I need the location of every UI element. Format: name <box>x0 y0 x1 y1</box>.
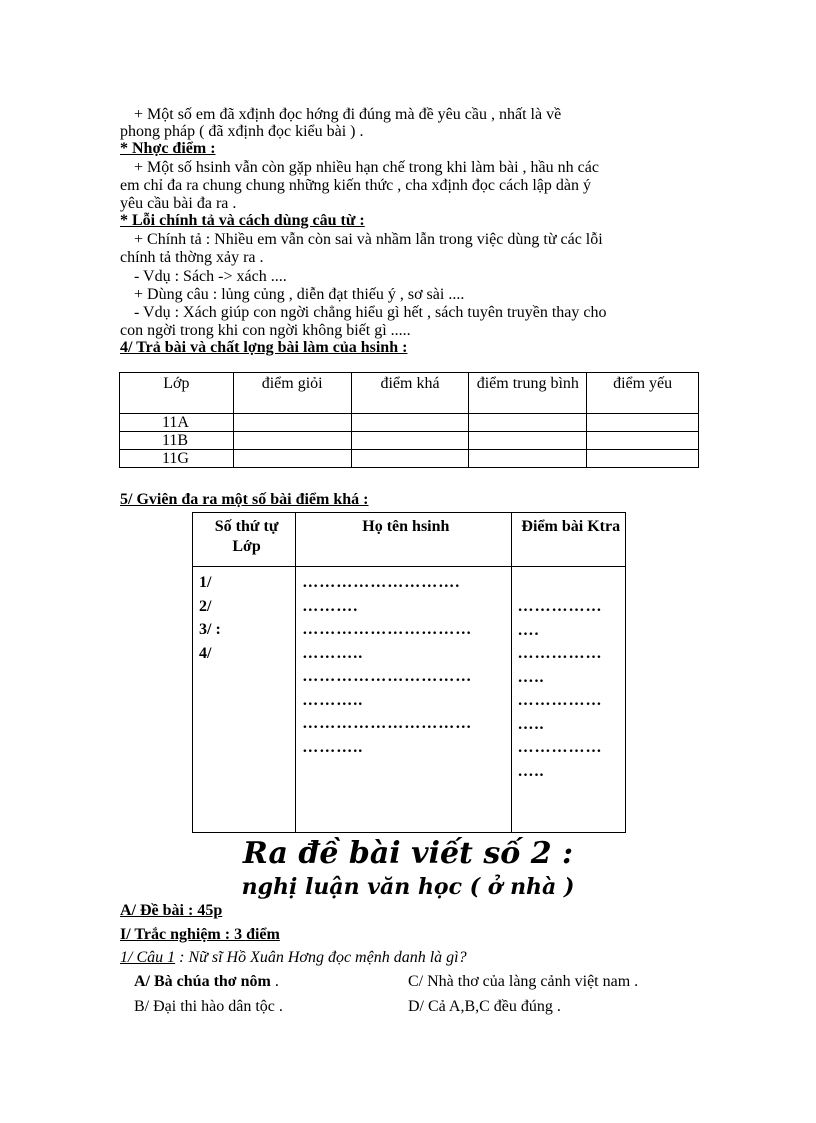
class-cell: 11B <box>120 432 234 450</box>
question-1 <box>120 949 467 967</box>
weakness-line-2: em chỉ đa ra chung chung những kiến thức , cha xđịnh đọc cách lập dàn ý <box>120 177 591 194</box>
col-header-good: điểm khá <box>351 373 469 414</box>
name-dots-8: ……….. <box>302 738 364 756</box>
grades-table <box>119 372 699 468</box>
option-a-tail: . <box>270 973 279 990</box>
name-dots-7: ………………………… <box>302 715 473 732</box>
score-dots-2: …. <box>517 621 540 639</box>
name-dots-3: ………………………… <box>302 621 473 638</box>
spelling-line-6: con ngời trong khi con ngời không biết gì ..... <box>120 322 411 339</box>
score-dots-6: ….. <box>517 715 545 733</box>
name-dots-1: ………………………. <box>302 574 461 591</box>
intro-line-1: + Một số em đã xđịnh đọc hớng đi đúng mà đề yêu cầu , nhất là về <box>134 106 562 123</box>
option-b: B/ Đại thi hào dân tộc . <box>134 998 283 1015</box>
table-row <box>120 414 699 432</box>
weakness-line-3: yêu cầu bài đa ra . <box>120 195 237 212</box>
col-header-weak: điểm yếu <box>587 373 699 414</box>
section4-heading: 4/ Trả bài và chất lợng bài làm của hsinh : <box>120 339 408 356</box>
option-c: C/ Nhà thơ của làng cảnh việt nam . <box>408 973 639 990</box>
score-dots-1: …………… <box>517 598 603 615</box>
score-cell <box>511 567 625 833</box>
spelling-line-1: + Chính tả : Nhiều em vẫn còn sai và nhầm lẫn trong việc dùng từ các lỗi <box>134 231 603 248</box>
name-dots-2: ………. <box>302 597 359 615</box>
spelling-line-4: + Dùng câu : lủng củng , diễn đạt thiếu ý , sơ sài .... <box>134 286 465 303</box>
sub-title: nghị luận văn học ( ở nhà ) <box>241 874 575 900</box>
weakness-line-1: + Một số hsinh vẫn còn gặp nhiều hạn chế trong khi làm bài , hầu nh các <box>134 159 599 176</box>
main-title: Ra đề bài viết số 2 : <box>242 836 574 871</box>
option-a <box>134 973 279 991</box>
score-dots-4: ….. <box>517 668 545 686</box>
name-dots-4: ……….. <box>302 644 364 662</box>
table-row <box>120 450 699 468</box>
table-row <box>120 432 699 450</box>
section5-heading: 5/ Gviên đa ra một số bài điểm khá : <box>120 491 369 508</box>
intro-line-2: phong pháp ( đã xđịnh đọc kiểu bài ) . <box>120 123 364 140</box>
score-dots-3: …………… <box>517 645 603 662</box>
col-header-order: Số thứ tự Lớp <box>193 513 296 567</box>
spelling-line-2: chính tả thờng xảy ra . <box>120 249 264 266</box>
class-cell: 11G <box>120 450 234 468</box>
spelling-heading: * Lỗi chính tả và cách dùng câu từ : <box>120 212 365 229</box>
order-2: 2/ <box>199 597 212 615</box>
option-d: D/ Cả A,B,C đều đúng . <box>408 998 561 1015</box>
score-dots-5: …………… <box>517 692 603 709</box>
class-cell: 11A <box>120 414 234 432</box>
exam-time: A/ Đề bài : 45p <box>120 902 223 919</box>
score-dots-8: ….. <box>517 762 545 780</box>
col-header-score: Điểm bài Ktra <box>511 513 625 567</box>
order-4: 4/ <box>199 644 212 662</box>
col-header-excellent: điểm giỏi <box>233 373 351 414</box>
name-cell <box>296 567 511 833</box>
order-3: 3/ : <box>199 621 221 638</box>
name-dots-5: ………………………… <box>302 668 473 685</box>
spelling-line-3: - Vdụ : Sách -> xách .... <box>134 268 287 285</box>
col-header-average: điểm trung bình <box>469 373 587 414</box>
option-a-text: A/ Bà chúa thơ nôm <box>134 973 271 990</box>
question-1-label: 1/ Câu 1 <box>120 949 176 966</box>
students-table <box>192 512 626 833</box>
weakness-heading: * Nhợc điểm : <box>120 140 216 157</box>
score-dots-7: …………… <box>517 739 603 756</box>
order-cell <box>193 567 296 833</box>
col-header-class: Lớp <box>120 373 234 414</box>
question-1-text: : Nữ sĩ Hồ Xuân Hơng đọc mệnh danh là gì? <box>175 949 467 966</box>
name-dots-6: ……….. <box>302 691 364 709</box>
order-1: 1/ <box>199 574 212 591</box>
col-header-name: Họ tên hsinh <box>296 513 511 567</box>
part1-heading: I/ Trắc nghiệm : 3 điểm <box>120 926 280 943</box>
spelling-line-5: - Vdụ : Xách giúp con ngời chẳng hiểu gì hết , sách tuyên truyền thay cho <box>134 304 607 321</box>
